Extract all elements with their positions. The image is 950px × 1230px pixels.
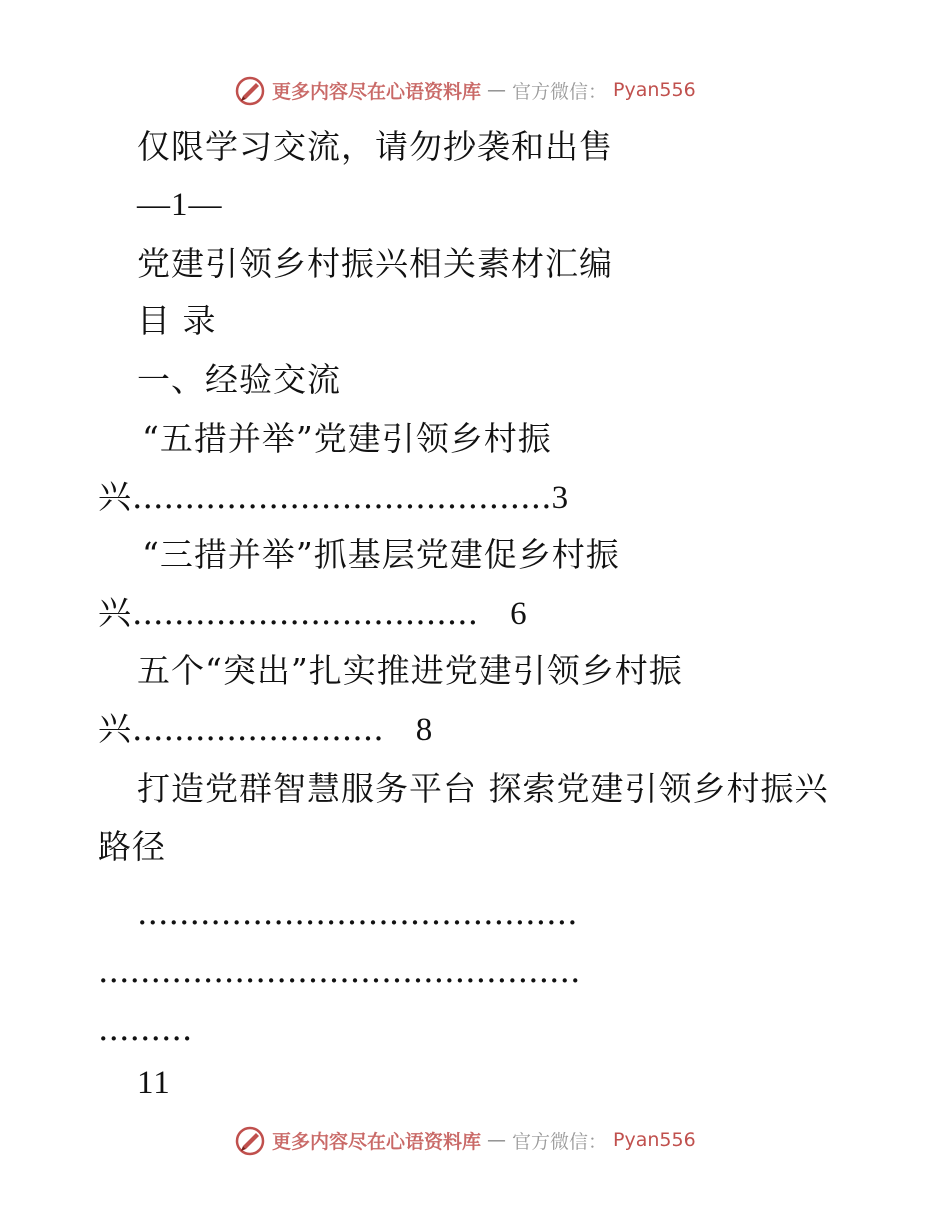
toc-entry-1-line[interactable] (98, 477, 569, 518)
watermark-brand-text: 更多内容尽在心语资料库 (272, 1130, 482, 1153)
toc-entry-4-cont[interactable]: 路径 (98, 827, 166, 866)
toc-heading: 目 录 (137, 301, 217, 340)
toc-entry-1-leader: ........................................ (132, 477, 552, 516)
toc-entry-3-page: 8 (415, 712, 434, 748)
toc-entry-3-title[interactable]: 五个“突出”扎实推进党建引领乡村振 (137, 651, 683, 690)
toc-entry-4-leader-2: .............................................. (98, 951, 581, 990)
pen-logo-icon (234, 74, 266, 106)
watermark-wechat-id: Pyan556 (613, 79, 696, 101)
toc-entry-1-page: 3 (551, 480, 570, 516)
toc-entry-2-leader: ................................. (132, 593, 479, 632)
watermark-header (234, 73, 696, 107)
watermark-official-label: 官方微信： (512, 80, 608, 103)
toc-entry-1-cont: 兴 (98, 477, 132, 516)
watermark-official-label: 官方微信： (512, 1130, 608, 1153)
watermark-separator: — (487, 79, 507, 101)
document-title: 党建引领乡村振兴相关素材汇编 (137, 244, 613, 283)
usage-notice: 仅限学习交流，请勿抄袭和出售 (137, 127, 613, 166)
pen-logo-icon (234, 1124, 266, 1156)
toc-entry-1-title[interactable]: “五措并举”党建引领乡村振 (142, 419, 552, 458)
toc-entry-4-page[interactable]: 11 (137, 1065, 171, 1101)
toc-entry-2-title[interactable]: “三措并举”抓基层党建促乡村振 (142, 535, 620, 574)
toc-entry-2-line[interactable] (98, 593, 528, 634)
toc-entry-2-cont: 兴 (98, 593, 132, 632)
toc-entry-3-cont: 兴 (98, 709, 132, 748)
toc-entry-3-leader: ........................ (132, 709, 384, 748)
toc-entry-4-title[interactable]: 打造党群智慧服务平台 探索党建引领乡村振兴 (137, 769, 829, 808)
toc-entry-3-line[interactable] (98, 709, 433, 750)
toc-entry-4-leader-1: .......................................... (137, 893, 578, 932)
watermark-separator: — (487, 1129, 507, 1151)
toc-entry-4-leader-3: ......... (98, 1009, 193, 1048)
section-heading: 一、经验交流 (137, 360, 341, 399)
watermark-footer (234, 1123, 696, 1157)
watermark-wechat-id: Pyan556 (613, 1129, 696, 1151)
toc-entry-2-page: 6 (510, 596, 528, 632)
watermark-brand-text: 更多内容尽在心语资料库 (272, 80, 482, 103)
page-marker: —1— (137, 187, 223, 223)
